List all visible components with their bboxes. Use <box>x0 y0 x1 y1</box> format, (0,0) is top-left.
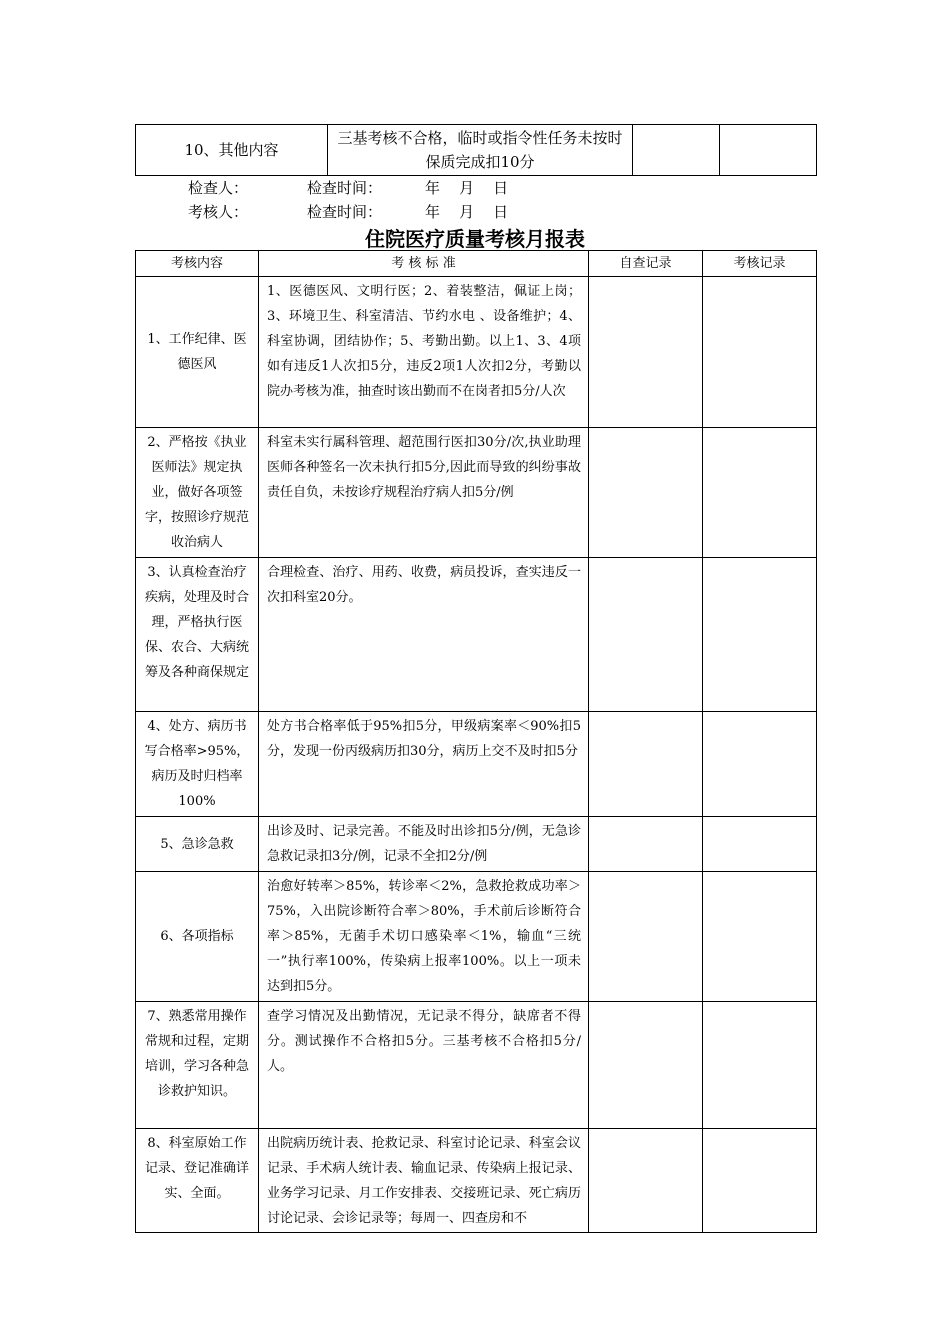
standard-text: 出院病历统计表、抢救记录、科室讨论记录、科室会议记录、手术病人统计表、输血记录、传染病上报记录、业务学习记录、月工作安排表、交接班记录、死亡病历讨论记录、会诊记录等；每周一、四查房和不 <box>267 1136 581 1226</box>
check-record-cell <box>703 558 817 712</box>
self-record-cell <box>589 872 703 1002</box>
previous-page-table <box>135 124 817 176</box>
table-header-row <box>136 251 817 277</box>
quality-assessment-table <box>135 250 817 1233</box>
standard-cell: 1、医德医风、文明行医；2、着装整洁，佩证上岗；3、环境卫生、科室清洁、节约水电 、设备维护；4、科室协调，团结协作；5、考勤出勤。以上1、3、4项如有违反1人次扣5分，违反2项1人次扣2分，考勤以院办考核为准，抽查时该出勤而不在岗者扣5分/人次 <box>259 277 589 428</box>
item-cell: 5、急诊急救 <box>136 817 259 872</box>
assessment-date: 年 月 日 <box>425 203 509 221</box>
header-check-record: 考核记录 <box>703 251 817 277</box>
standard-cell: 科室未实行属科管理、超范围行医扣30分/次,执业助理医师各种签名一次未执行扣5分,因此而导致的纠纷事故责任自负，未按诊疗规程治疗病人扣5分/例 <box>259 428 589 558</box>
table-row <box>136 277 817 428</box>
table-row <box>136 817 817 872</box>
table-row <box>136 1002 817 1129</box>
standard-cell: 合理检查、治疗、用药、收费，病员投诉，查实违反一次扣科室20分。 <box>259 558 589 712</box>
header-item: 考核内容 <box>136 251 259 277</box>
self-record-cell <box>589 277 703 428</box>
item-cell: 6、各项指标 <box>136 872 259 1002</box>
self-record-cell <box>589 428 703 558</box>
header-self-record: 自查记录 <box>589 251 703 277</box>
standard-cell: 处方书合格率低于95%扣5分，甲级病案率＜90%扣5分，发现一份丙级病历扣30分，病历上交不及时扣5分 <box>259 712 589 817</box>
item-cell: 7、熟悉常用操作常规和过程，定期培训，学习各种急诊救护知识。 <box>136 1002 259 1129</box>
table-row <box>136 712 817 817</box>
check-record-cell <box>703 817 817 872</box>
inspection-date: 年 月 日 <box>425 179 509 197</box>
item-cell: 2、严格按《执业医师法》规定执业，做好各项签字，按照诊疗规范收治病人 <box>136 428 259 558</box>
standard-cell: 查学习情况及出勤情况，无记录不得分，缺席者不得分。测试操作不合格扣5分。三基考核不合格扣5分/人。 <box>259 1002 589 1129</box>
table-row <box>136 872 817 1002</box>
header-standard: 考 核 标 准 <box>259 251 589 277</box>
item-cell: 3、认真检查治疗疾病，处理及时合理，严格执行医保、农合、大病统筹及各种商保规定 <box>136 558 259 712</box>
inspector-label: 检查人： <box>188 179 249 197</box>
check-record-cell <box>720 125 817 176</box>
check-record-cell <box>703 277 817 428</box>
table-row <box>136 428 817 558</box>
standard-cell: 出诊及时、记录完善。不能及时出诊扣5分/例，无急诊急救记录扣3分/例，记录不全扣2分/例 <box>259 817 589 872</box>
item-cell: 4、处方、病历书写合格率>95%，病历及时归档率100% <box>136 712 259 817</box>
table-row <box>136 1129 817 1233</box>
self-record-cell <box>589 1002 703 1129</box>
item-cell: 8、科室原始工作记录、登记准确详实、全面。 <box>136 1129 259 1233</box>
self-record-cell <box>589 1129 703 1233</box>
self-record-cell <box>633 125 720 176</box>
table-row <box>136 558 817 712</box>
self-record-cell <box>589 558 703 712</box>
item-cell: 10、其他内容 <box>136 125 328 176</box>
item-cell: 1、工作纪律、医德医风 <box>136 277 259 428</box>
table-row <box>136 125 817 176</box>
standard-cell: 治愈好转率＞85%，转诊率＜2%，急救抢救成功率＞75%，入出院诊断符合率＞80%，手术前后诊断符合率＞85%，无菌手术切口感染率＜1%，输血“三统一”执行率100%，传染病上报率100%。以上一项未达到扣5分。 <box>259 872 589 1002</box>
assessor-label: 考核人： <box>188 203 249 221</box>
self-record-cell <box>589 817 703 872</box>
self-record-cell <box>589 712 703 817</box>
standard-cell: 三基考核不合格，临时或指令性任务未按时保质完成扣10分 <box>328 125 633 176</box>
check-record-cell <box>703 872 817 1002</box>
check-record-cell <box>703 1129 817 1233</box>
check-record-cell <box>703 1002 817 1129</box>
assessment-time-label: 检查时间： <box>307 203 383 221</box>
check-record-cell <box>703 712 817 817</box>
inspection-time-label: 检查时间： <box>307 179 383 197</box>
document-title: 住院医疗质量考核月报表 <box>365 227 585 251</box>
standard-cell <box>259 1129 589 1233</box>
check-record-cell <box>703 428 817 558</box>
